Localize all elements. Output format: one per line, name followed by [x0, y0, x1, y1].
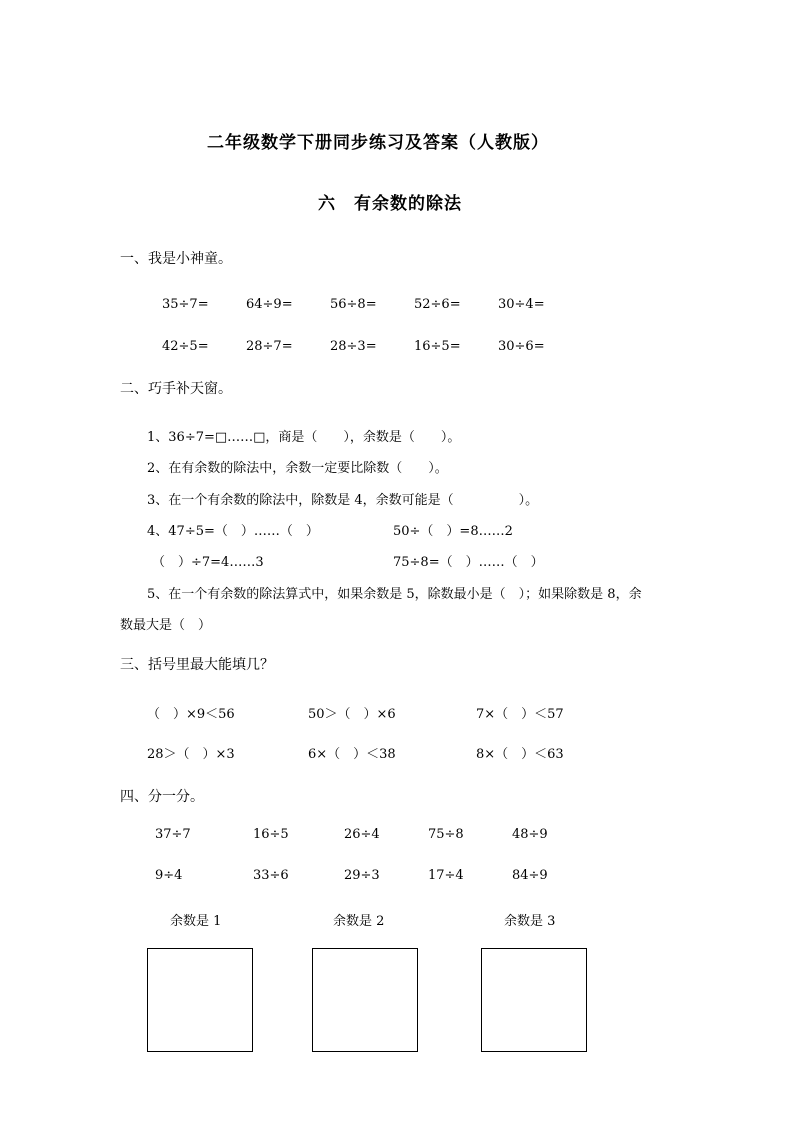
page-title: 二年级数学下册同步练习及答案（人教版）	[207, 133, 549, 153]
section-2-heading: 二、巧手补天窗。	[120, 381, 232, 397]
problem: 52÷6=	[414, 297, 461, 312]
section-1-heading: 一、我是小神童。	[120, 251, 232, 267]
section-4-heading: 四、分一分。	[120, 789, 204, 805]
problem: 16÷5=	[414, 339, 461, 354]
division-item: 29÷3	[344, 868, 380, 883]
question-2: 2、在有余数的除法中，余数一定要比除数（ ）。	[147, 461, 448, 476]
problem: 64÷9=	[246, 297, 293, 312]
unit-title: 六 有余数的除法	[318, 194, 462, 214]
answer-box-remainder-3[interactable]	[481, 948, 587, 1052]
division-item: 16÷5	[253, 827, 289, 842]
inequality: 8×（ ）＜63	[476, 747, 564, 762]
remainder-3-label: 余数是 3	[504, 914, 556, 929]
problem: 42÷5=	[162, 339, 209, 354]
inequality: （ ）×9＜56	[147, 707, 235, 722]
question-5-cont: 数最大是（ ）	[120, 618, 212, 633]
answer-box-remainder-1[interactable]	[147, 948, 253, 1052]
problem: 28÷3=	[330, 339, 377, 354]
division-item: 33÷6	[253, 868, 289, 883]
remainder-1-label: 余数是 1	[170, 914, 222, 929]
question-4a: 4、47÷5=（ ）……（ ）	[147, 524, 319, 539]
question-4d: 75÷8=（ ）……（ ）	[393, 555, 544, 570]
inequality: 50＞（ ）×6	[308, 707, 396, 722]
inequality: 28＞（ ）×3	[147, 747, 235, 762]
inequality: 7×（ ）＜57	[476, 707, 564, 722]
division-item: 84÷9	[512, 868, 548, 883]
division-item: 17÷4	[428, 868, 464, 883]
problem: 56÷8=	[330, 297, 377, 312]
answer-box-remainder-2[interactable]	[312, 948, 418, 1052]
inequality: 6×（ ）＜38	[308, 747, 396, 762]
question-3: 3、在一个有余数的除法中，除数是 4，余数可能是（ ）。	[147, 493, 539, 508]
problem: 28÷7=	[246, 339, 293, 354]
problem: 35÷7=	[162, 297, 209, 312]
problem: 30÷6=	[498, 339, 545, 354]
question-1: 1、36÷7=□……□，商是（ ），余数是（ ）。	[147, 430, 461, 445]
question-4c: （ ）÷7=4……3	[152, 555, 264, 570]
division-item: 26÷4	[344, 827, 380, 842]
section-3-heading: 三、括号里最大能填几？	[120, 657, 274, 673]
division-item: 9÷4	[155, 868, 183, 883]
division-item: 48÷9	[512, 827, 548, 842]
remainder-2-label: 余数是 2	[333, 914, 385, 929]
division-item: 75÷8	[428, 827, 464, 842]
question-4b: 50÷（ ）=8……2	[393, 524, 513, 539]
question-5: 5、在一个有余数的除法算式中，如果余数是 5，除数最小是（ ）；如果除数是 8，余	[147, 587, 642, 602]
division-item: 37÷7	[155, 827, 191, 842]
problem: 30÷4=	[498, 297, 545, 312]
